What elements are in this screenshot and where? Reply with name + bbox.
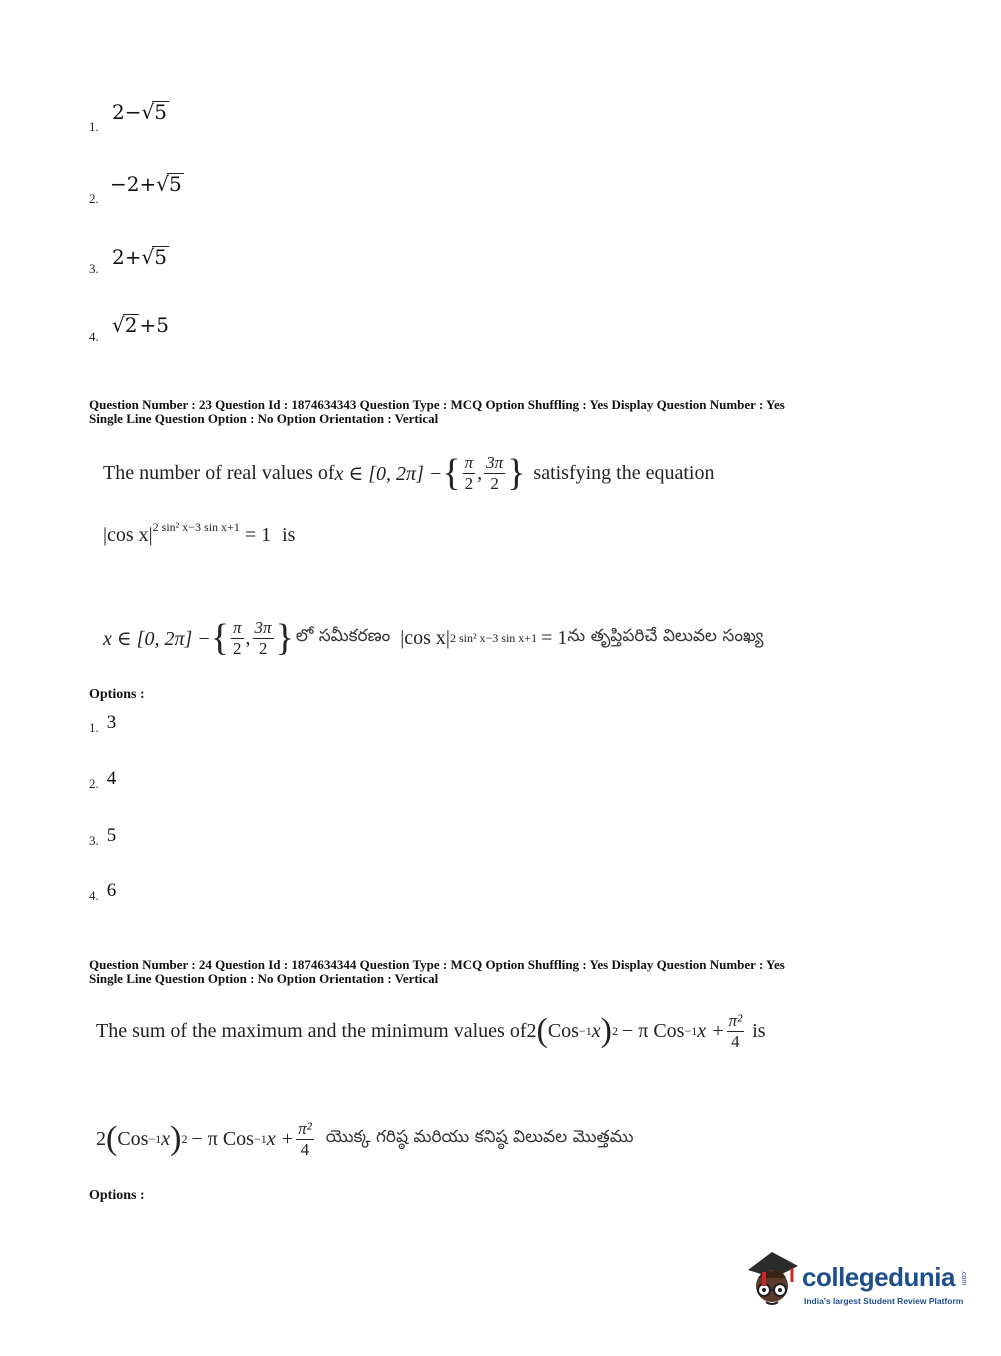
question-text-english: The number of real values of x ∈ [0, 2π] − { $\frac{\pi}{2}$ , $\frac{3\pi}{2}$ } satisfying the equation: [103, 452, 715, 494]
mascot-icon: [742, 1248, 800, 1312]
brand-tagline: India's largest Student Review Platform: [804, 1296, 964, 1306]
brand-com: .com: [960, 1270, 967, 1286]
option-number: 1.: [89, 119, 99, 134]
option-value: −2+√5: [110, 172, 182, 196]
question-equation: |cos $x|^{2 sin^2 x-3 sin x+1} = 1$ is: [103, 520, 296, 546]
option-number: 3.: [89, 261, 99, 276]
question-text-telugu: x ∈ [0, 2π] − { $\frac{\pi}{2}$ , $\frac{3\pi}{2}$ } లో సమీకరణం |cos x| 2 sin² x−3 sin x+1 = 1 ను తృప్తిపరిచే విలువల సంఖ్య: [103, 617, 764, 659]
option-row[interactable]: 4. 6: [89, 880, 117, 903]
question-meta: Question Number : 24 Question Id : 1874634344 Question Type : MCQ Option Shuffling : Yes Display Question Number : Yes Single Line Question Option : No Option Orientation : Vertical: [89, 957, 785, 986]
question-text-telugu: 2 ( Cos −1 x ) 2 − π Cos −1 x + $\frac{\text{π²}}{4}$ యొక్క గరిష్ఠ మరియు కనిష్ఠ విలువల మొత్తము: [96, 1118, 634, 1159]
options-label: Options :: [89, 1188, 145, 1203]
option-row[interactable]: 1. 3: [89, 712, 117, 735]
question-text-english: The sum of the maximum and the minimum values of 2 ( Cos −1 x ) 2 − π Cos −1 x + $\frac{\text{π²}}{4}$ is: [96, 1010, 766, 1051]
option-value: 2+√5: [112, 245, 167, 269]
options-label: Options :: [89, 687, 145, 702]
option-number: 2.: [89, 191, 99, 206]
option-value: √2 +5: [112, 313, 169, 337]
option-value: 2−√5: [112, 100, 167, 124]
brand-logo[interactable]: [742, 1248, 972, 1318]
question-meta: Question Number : 23 Question Id : 1874634343 Question Type : MCQ Option Shuffling : Yes Display Question Number : Yes Single Line Question Option : No Option Orientation : Vertical: [89, 397, 785, 426]
option-number: 4.: [89, 329, 99, 344]
option-row[interactable]: 3. 5: [89, 825, 117, 848]
brand-name: collegedunia: [802, 1262, 955, 1292]
option-row[interactable]: 2. 4: [89, 768, 117, 791]
